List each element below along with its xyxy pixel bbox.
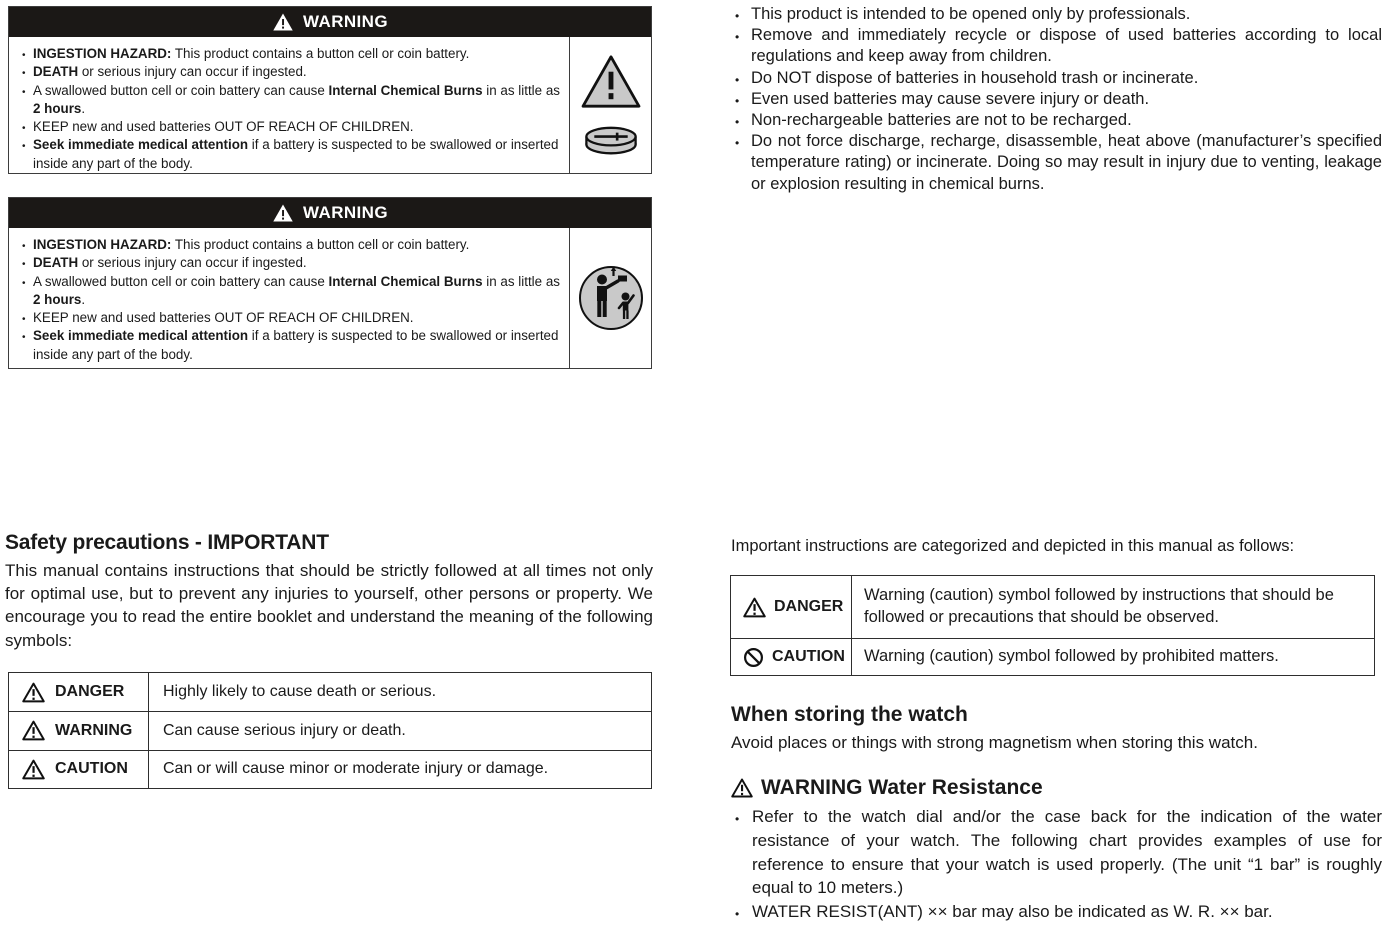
prohibition-sign-icon — [743, 647, 764, 668]
coin-battery-icon — [582, 125, 640, 157]
category-label: DANGER — [774, 598, 844, 615]
bullet-marker: • — [22, 68, 26, 80]
table-row — [9, 711, 651, 749]
bullet-marker: • — [22, 314, 26, 326]
handling-bullet-text: Non-rechargeable batteries are not to be recharged. — [751, 111, 1132, 130]
severity-label-cell — [9, 673, 149, 711]
handling-bullet — [732, 131, 1382, 195]
battery-handling-list — [732, 4, 1382, 195]
handling-bullet-text: Do not force discharge, recharge, disassemble, heat above (manufacturer’s specified temperature rating) or incinerate. Doing so may result in injury due to venting, leakage or explosion resulting in chemical burns. — [751, 132, 1382, 193]
battery-warning-box-1 — [8, 6, 652, 174]
warning-bullet-text: A swallowed button cell or coin battery can cause Internal Chemical Burns in as little as 2 hours. — [33, 82, 560, 116]
warning-header-label: WARNING — [303, 12, 388, 31]
severity-description: Highly likely to cause death or serious. — [163, 683, 437, 701]
category-intro: Important instructions are categorized and depicted in this manual as follows: — [731, 537, 1295, 555]
warning-bullet-list — [9, 228, 569, 368]
warning-icon-column — [569, 37, 651, 173]
handling-bullet-text: This product is intended to be opened only by professionals. — [751, 5, 1191, 23]
warning-bullet — [15, 82, 561, 119]
warning-triangle-header-icon — [272, 12, 294, 32]
keep-away-from-children-icon — [576, 263, 646, 333]
bullet-marker: • — [22, 50, 26, 61]
handling-bullet-text: Remove and immediately recycle or dispose of used batteries according to local regulations and keep away from children. — [751, 26, 1382, 66]
warning-bullet — [15, 136, 561, 173]
category-label-cell — [731, 639, 852, 675]
handling-bullet-text: Even used batteries may cause severe injury or death. — [751, 89, 1150, 108]
warning-bullet-list — [9, 37, 569, 173]
handling-bullet — [732, 25, 1382, 67]
severity-description: Can cause serious injury or death. — [163, 721, 406, 739]
table-row — [9, 673, 651, 711]
warning-triangle-icon — [580, 54, 642, 109]
severity-label-cell — [9, 751, 149, 788]
warning-bullet — [15, 254, 561, 272]
warning-header — [9, 198, 651, 228]
bullet-marker: • — [735, 93, 740, 108]
bullet-marker: • — [735, 72, 740, 87]
handling-bullet-text: Do NOT dispose of batteries in household trash or incinerate. — [751, 68, 1199, 87]
warning-bullet — [15, 327, 561, 364]
safety-precautions-body: This manual contains instructions that should be strictly followed at all times not only for optimal use, but to prevent any injuries to yourself, other persons or property. We encourage you to read the entire booklet and understand the meaning of the following symbols: — [5, 561, 653, 650]
warning-body — [9, 37, 651, 173]
warning-triangle-outline-icon — [743, 597, 766, 618]
warning-bullet — [15, 118, 561, 136]
water-resistance-list — [732, 805, 1382, 924]
bullet-marker: • — [22, 86, 26, 98]
water-resistance-bullet — [732, 805, 1382, 900]
warning-bullet-text: KEEP new and used batteries OUT OF REACH OF CHILDREN. — [33, 310, 414, 326]
severity-label: CAUTION — [55, 760, 128, 778]
table-row — [731, 576, 1374, 638]
warning-bullet — [15, 236, 561, 254]
bullet-marker: • — [735, 136, 740, 151]
water-resistance-bullet-text: Refer to the watch dial and/or the case back for the indication of the water resistance of your watch. The following chart provides examples of use for reference to ensure that your watch is used properly. (The unit “1 bar” is roughly equal to 10 meters.) — [752, 807, 1382, 898]
warning-bullet-text: A swallowed button cell or coin battery can cause Internal Chemical Burns in as little as 2 hours. — [33, 273, 560, 307]
category-table — [730, 575, 1375, 676]
bullet-marker: • — [735, 9, 740, 23]
water-resistance-bullet — [732, 900, 1382, 924]
handling-bullet — [732, 89, 1382, 110]
category-label: CAUTION — [772, 648, 845, 665]
warning-bullet-text: DEATH or serious injury can occur if ingested. — [33, 64, 307, 80]
warning-triangle-header-icon — [272, 203, 294, 223]
warning-bullet — [15, 309, 561, 327]
battery-warning-box-2 — [8, 197, 652, 369]
bullet-marker: • — [22, 332, 26, 344]
warning-bullet-text: DEATH or serious injury can occur if ingested. — [33, 255, 307, 271]
severity-label: WARNING — [55, 721, 133, 739]
warning-triangle-outline-icon — [22, 720, 45, 741]
warning-bullet-text: Seek immediate medical attention if a battery is suspected to be swallowed or inserted inside any part of the body. — [33, 328, 559, 362]
severity-table — [8, 672, 652, 789]
warning-header-label: WARNING — [303, 203, 388, 222]
bullet-marker: • — [735, 907, 740, 922]
bullet-marker: • — [22, 123, 26, 135]
bullet-marker: • — [735, 115, 740, 130]
warning-triangle-outline-icon — [22, 759, 45, 780]
severity-label: DANGER — [55, 683, 125, 701]
safety-precautions-title: Safety precautions - IMPORTANT — [5, 531, 329, 554]
warning-icon-column — [569, 228, 651, 368]
handling-bullet — [732, 4, 1382, 25]
handling-bullet — [732, 110, 1382, 131]
warning-header — [9, 7, 651, 37]
severity-label-cell — [9, 712, 149, 749]
water-resistance-bullet-text: WATER RESIST(ANT) ×× bar may also be indicated as W. R. ×× bar. — [752, 902, 1273, 922]
warning-bullet-text: INGESTION HAZARD: This product contains a button cell or coin battery. — [33, 237, 470, 252]
bullet-marker: • — [22, 277, 26, 289]
water-resistance-title-text: WARNING Water Resistance — [761, 776, 1043, 799]
safety-precautions-section — [5, 531, 653, 652]
storing-watch-title: When storing the watch — [731, 703, 968, 726]
bullet-marker: • — [735, 812, 740, 826]
warning-triangle-outline-icon — [22, 682, 45, 703]
warning-body — [9, 228, 651, 368]
warning-bullet-text: INGESTION HAZARD: This product contains a button cell or coin battery. — [33, 46, 470, 61]
warning-bullet-text: KEEP new and used batteries OUT OF REACH OF CHILDREN. — [33, 119, 414, 135]
severity-description: Can or will cause minor or moderate injury or damage. — [163, 760, 549, 778]
handling-bullet — [732, 68, 1382, 89]
bullet-marker: • — [22, 259, 26, 271]
category-label-cell — [731, 576, 852, 638]
category-description: Warning (caution) symbol followed by instructions that should be followed or precautions that should be observed. — [864, 586, 1334, 626]
storing-watch-body: Avoid places or things with strong magnetism when storing this watch. — [731, 733, 1258, 752]
table-row — [9, 750, 651, 788]
bullet-marker: • — [735, 30, 740, 45]
warning-bullet — [15, 273, 561, 310]
table-row — [731, 638, 1374, 675]
bullet-marker: • — [22, 141, 26, 153]
warning-bullet — [15, 45, 561, 63]
water-resistance-title — [731, 776, 1043, 800]
warning-bullet — [15, 63, 561, 81]
warning-triangle-outline-icon — [731, 778, 753, 798]
warning-bullet-text: Seek immediate medical attention if a battery is suspected to be swallowed or inserted inside any part of the body. — [33, 137, 559, 171]
category-description: Warning (caution) symbol followed by prohibited matters. — [864, 647, 1279, 666]
bullet-marker: • — [22, 241, 26, 252]
